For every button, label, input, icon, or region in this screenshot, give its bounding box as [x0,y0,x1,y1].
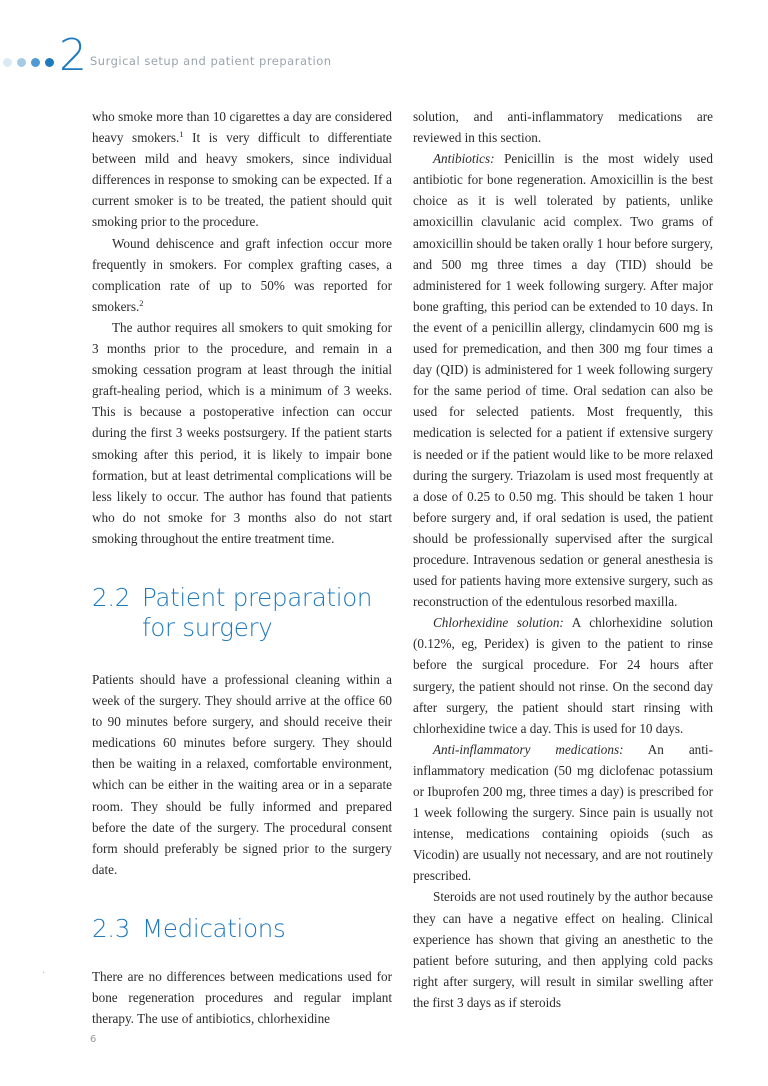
section-heading-medications [92,914,392,944]
running-header [0,30,768,81]
section-number: 2.2 [92,582,131,612]
paragraph: solution, and anti-inflammatory medications are reviewed in this section. [413,109,713,146]
paragraph: Patients should have a professional cleaning within a week of the surgery. They should arrive at the office 60 to 90 minutes before surgery, and should receive their medications 60 minutes before surgery. They should then be waiting in a relaxed, comfortable environment, which can be either in the waiting area or in a separate room. They should be fully informed and prepared before the date of the surgery. The procedural consent form should preferably be signed prior to the surgery date. [92,671,392,877]
run-in-heading: Antibiotics: [433,151,495,167]
reference-marker: 2 [139,297,144,308]
right-column [413,106,713,1013]
paragraph-chlorhexidine: Chlorhexidine solution: A chlorhexidine solution (0.12%, eg, Peridex) is given to the patient to rinse before the surgical procedure. For 24 hours after surgery, the patient should not rinse. On the second day after surgery, the patient should start rinsing with chlorhexidine twice a day. This is used for 10 days. [413,615,713,736]
paragraph: There are no differences between medications used for bone regeneration procedures and regular implant therapy. The use of antibiotics, chlorhexidine [92,968,392,1027]
paragraph: Wound dehiscence and graft infection occur more frequently in smokers. For complex grafting cases, a complication rate of up to 50% was reported for smokers.$^2$ [92,235,392,314]
paragraph: who smoke more than 10 cigarettes a day are considered heavy smokers.$^1$ It is very difficult to differentiate between mild and heavy smokers, since individual differences in response to smoking can be expected. If a current smoker is to be treated, the patient should quit smoking prior to the procedure. [92,109,392,230]
paragraph-antibiotics: Antibiotics: Penicillin is the most widely used antibiotic for bone regeneration. Amoxicillin is the best choice as it is well tolerated by patients, unlike amoxicillin clavulanic acid complex. Two grams of amoxicillin should be taken orally 1 hour before surgery, and 500 mg three times a day (TID) should be administered for 1 week following surgery. After major bone grafting, this period can be extended to 10 days. In the event of a penicillin allergy, clindamycin 600 mg is used for premedication, and then 300 mg four times a day (QID) is administered for 1 week following surgery for the same period of time. Oral sedation can also be used for selected patients. Most frequently, this medication is selected for a patient if extensive surgery is needed or if the patient would like to be more relaxed during the surgery. Triazolam is used most frequently at a dose of 0.25 to 0.50 mg. This should be taken 1 hour before surgery and, if oral sedation is used, the patient should be professionally supervised after the surgical procedure. Intravenous sedation or general anesthesia is used for patients having more extensive surgery, such as reconstruction of the edentulous resorbed maxilla. [413,151,713,610]
chapter-number: 2 [59,30,87,81]
header-dot-icon [3,58,12,67]
section-title: Medications [142,913,286,943]
reference-marker: 1 [179,129,184,140]
left-column [92,106,392,1029]
paragraph: Steroids are not used routinely by the author because they can have a negative effect on healing. Clinical experience has shown that giving an anesthetic to the patient before suturing, and then applying cold packs right after surgery, will result in similar swelling after the first 3 days as if steroids [413,889,713,1010]
margin-mark: · [42,968,46,979]
section-heading-patient-preparation [92,583,392,643]
section-number: 2.3 [92,913,131,943]
paragraph-anti-inflammatory: Anti-inflammatory medications: An anti-inflammatory medication (50 mg diclofenac potassium or Ibuprofen 200 mg, three times a day) is prescribed for 1 week following the surgery. Since pain is usually not intense, medications containing opioids (such as Vicodin) are usually not necessary, and are not routinely prescribed. [413,741,713,884]
section-title: Patient preparation for surgery [142,582,373,642]
run-in-heading: Chlorhexidine solution: [433,615,564,631]
header-dot-icon [31,58,40,67]
header-dot-icon [45,58,54,67]
paragraph: The author requires all smokers to quit smoking for 3 months prior to the procedure, and remain in a smoking cessation program at least through the initial graft-healing period, which is a minimum of 3 weeks. This is because a postoperative infection can occur during the first 3 weeks postsurgery. If the patient starts smoking after this period, it is likely to impair bone formation, but at least detrimental complications will be less likely to occur. The author has found that patients who do not smoke for 3 months also do not start smoking throughout the entire treatment time. [92,319,392,546]
page-number: 6 [90,1034,97,1045]
run-in-heading: Anti-inflammatory medications: [433,741,624,757]
running-head-title: Surgical setup and patient preparation [90,54,332,68]
header-dot-icon [17,58,26,67]
